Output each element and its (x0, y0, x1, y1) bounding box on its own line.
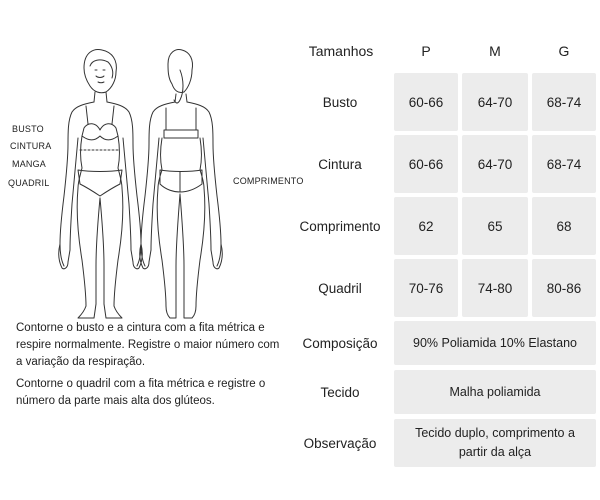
cell-comprimento-m: 65 (462, 197, 528, 255)
label-busto: BUSTO (12, 124, 44, 134)
label-manga: MANGA (12, 159, 47, 169)
cell-quadril-m: 74-80 (462, 259, 528, 317)
row-label-tecido: Tecido (320, 384, 360, 400)
front-figure (59, 50, 143, 318)
header-size-p: P (421, 43, 431, 59)
cell-cintura-m: 64-70 (462, 135, 528, 193)
cell-composicao: 90% Poliamida 10% Elastano (394, 321, 596, 365)
cell-comprimento-g: 68 (532, 197, 596, 255)
header-tamanhos: Tamanhos (308, 43, 374, 59)
row-label-observacao: Observação (303, 435, 377, 451)
cell-tecido: Malha poliamida (394, 370, 596, 414)
back-figure (140, 50, 223, 318)
cell-quadril-p: 70-76 (394, 259, 458, 317)
header-size-g: G (558, 43, 570, 59)
label-quadril: QUADRIL (8, 178, 50, 188)
row-label-composicao: Composição (302, 335, 378, 351)
cell-cintura-p: 60-66 (394, 135, 458, 193)
row-label-busto: Busto (322, 94, 358, 110)
label-cintura: CINTURA (10, 141, 52, 151)
row-label-cintura: Cintura (318, 156, 362, 172)
note-busto-cintura: Contorne o busto e a cintura com a fita métrica e respire normalmente. Registre o maior número com a variação da respiração. (16, 322, 280, 368)
row-label-comprimento: Comprimento (299, 218, 381, 234)
cell-observacao: Tecido duplo, comprimento a partir da alça (394, 419, 596, 467)
note-quadril: Contorne o quadril com a fita métrica e registre o número da parte mais alta dos glúteos. (16, 378, 266, 407)
cell-quadril-g: 80-86 (532, 259, 596, 317)
label-comprimento: COMPRIMENTO (233, 176, 304, 186)
cell-cintura-g: 68-74 (532, 135, 596, 193)
row-label-quadril: Quadril (318, 280, 362, 296)
header-size-m: M (489, 43, 501, 59)
cell-comprimento-p: 62 (394, 197, 458, 255)
cell-busto-g: 68-74 (532, 73, 596, 131)
cell-busto-m: 64-70 (462, 73, 528, 131)
cell-busto-p: 60-66 (394, 73, 458, 131)
